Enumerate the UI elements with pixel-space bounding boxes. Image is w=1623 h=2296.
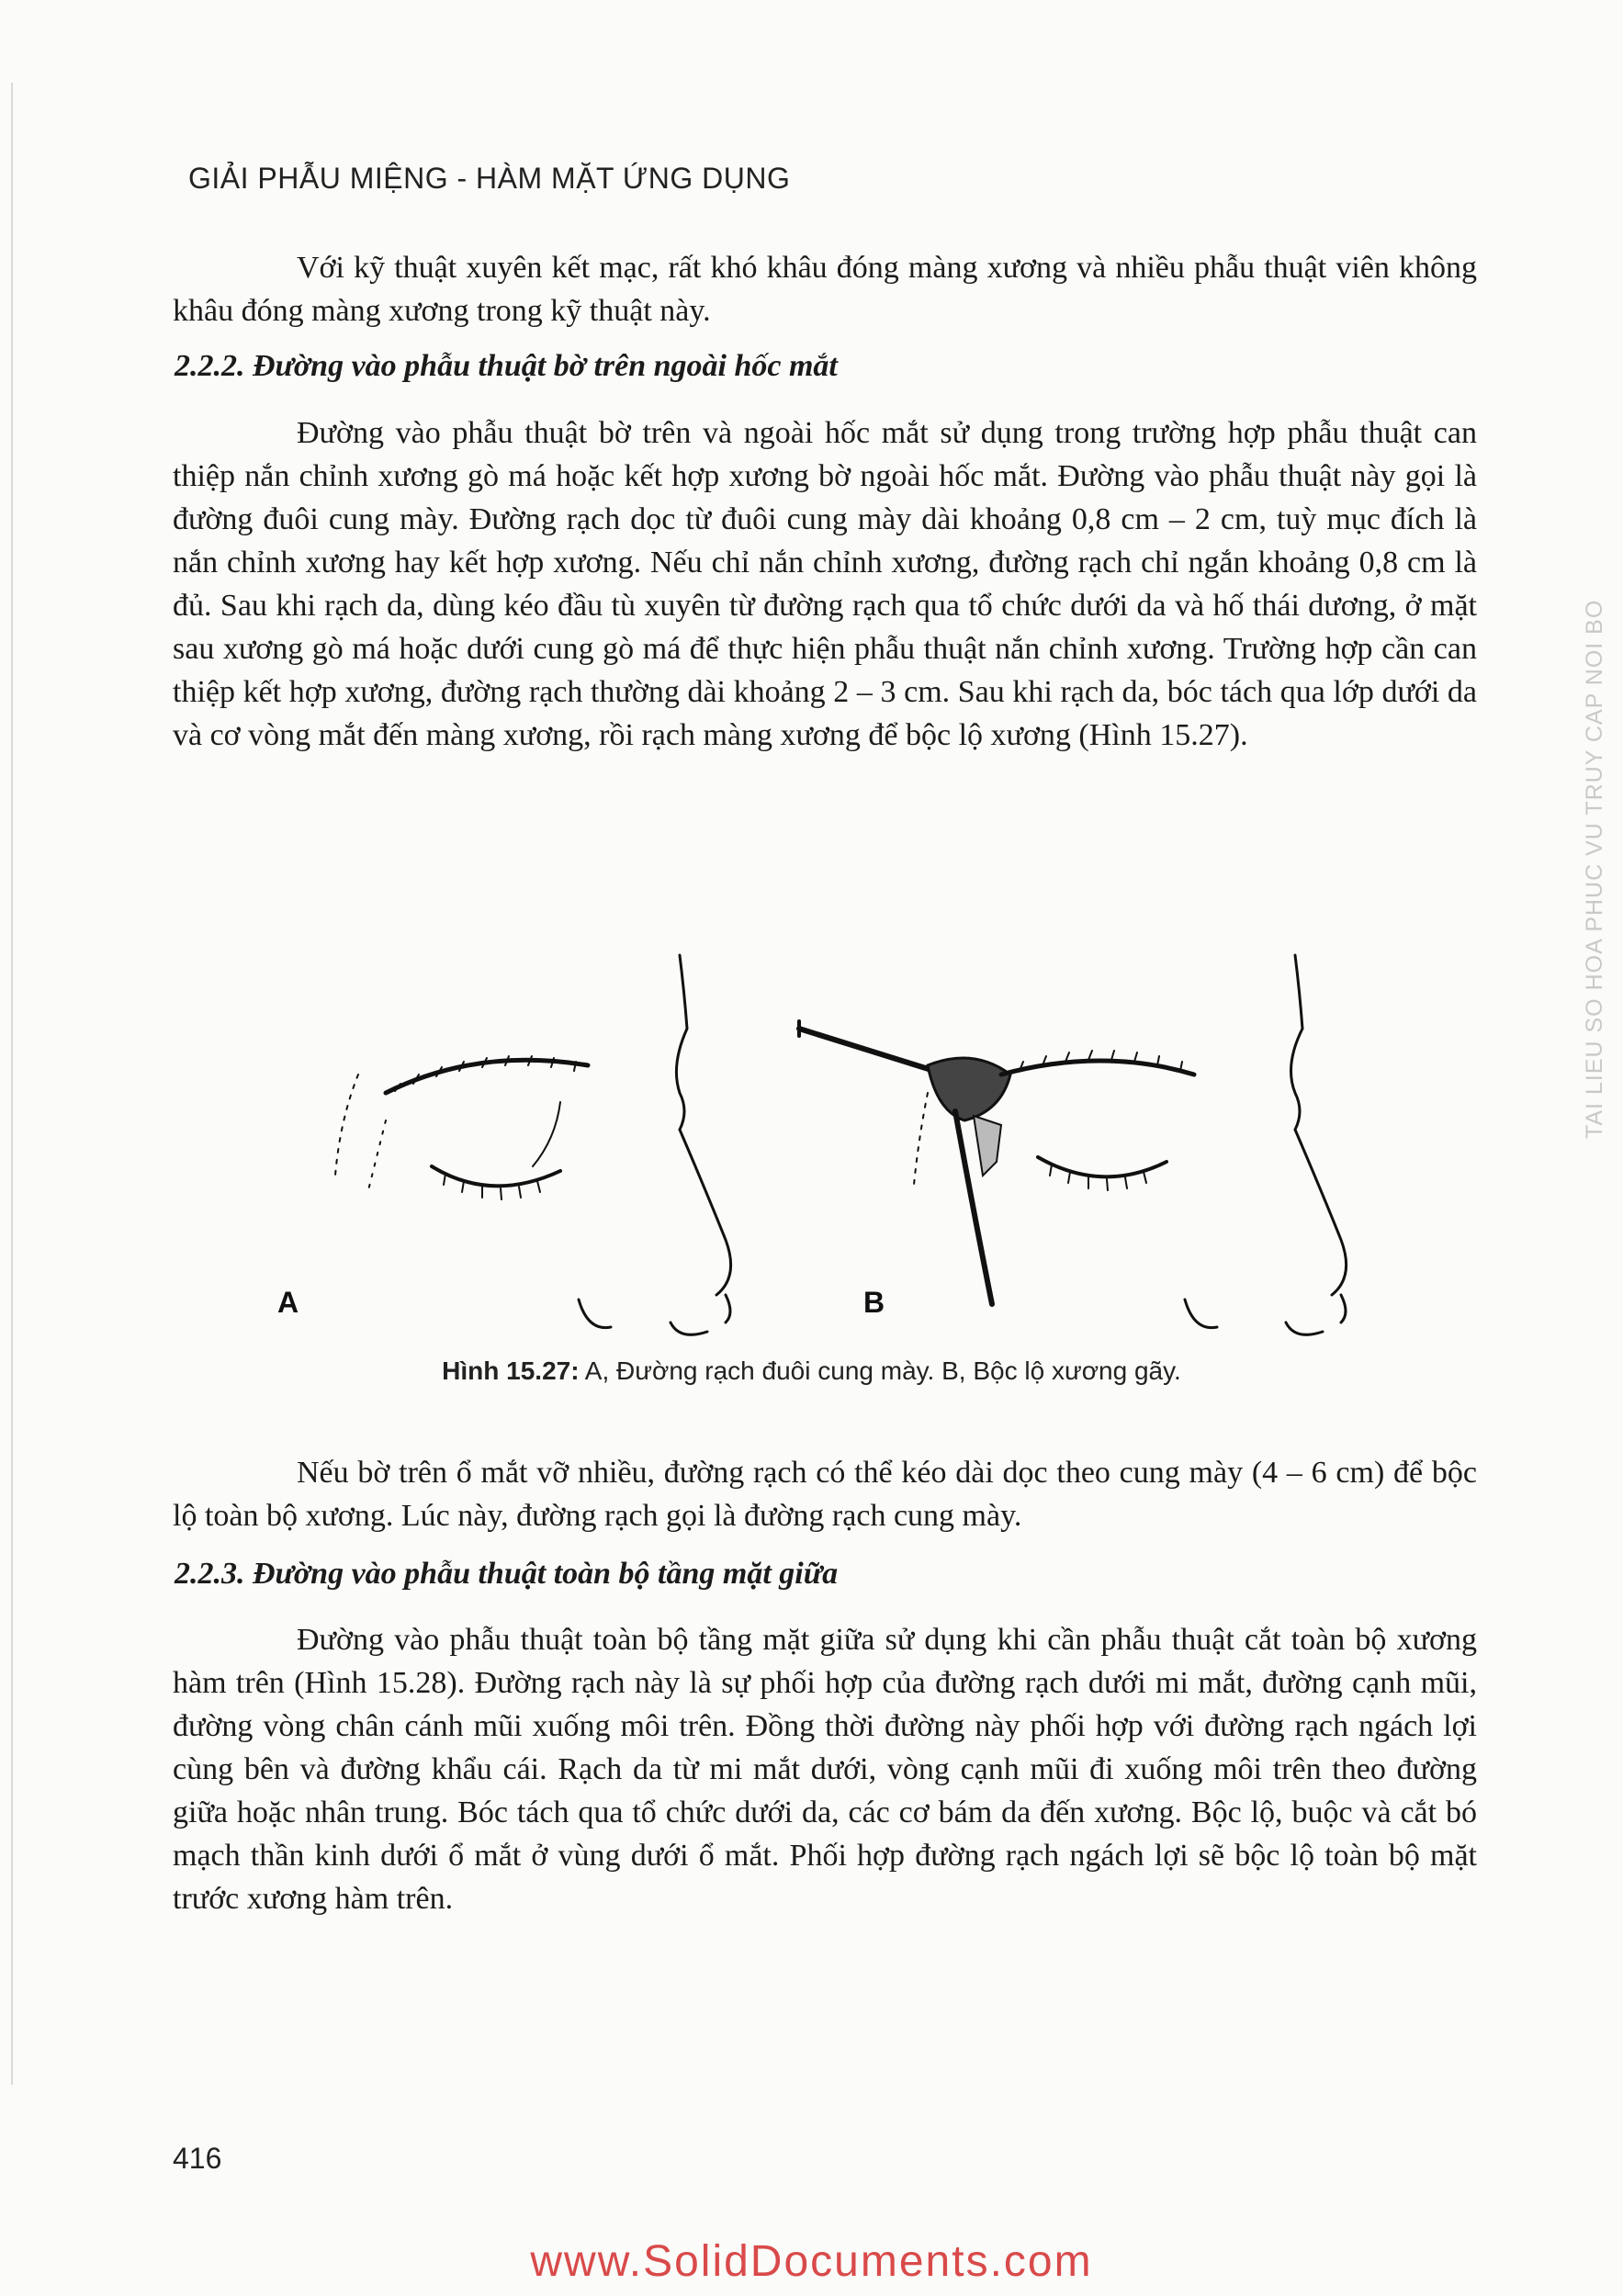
paragraph-text: Đường vào phẫu thuật bờ trên và ngoài hốc mắt sử dụng trong trường hợp phẫu thuật can thiệp nắn chỉnh xương gò má hoặc kết hợp xương bờ ngoài hốc mắt. Đường vào phẫu thuật này gọi là đường đuôi cung mày. Đường rạch dọc từ đuôi cung mày dài khoảng 0,8 cm – 2 cm, tuỳ mục đích là nắn chỉnh xương hay kết hợp xương. Nếu chỉ nắn chỉnh xương, đường rạch chỉ ngắn khoảng 0,8 cm là đủ. Sau khi rạch da, dùng kéo đầu tù xuyên từ đường rạch qua tổ chức dưới da và hố thái dương, ở mặt sau xương gò má hoặc dưới cung gò má để thực hiện phẫu thuật nắn chỉnh xương. Trường hợp cần can thiệp kết hợp xương, đường rạch thường dài khoảng 2 – 3 cm. Sau khi rạch da, bóc tách qua lớp dưới da và cơ vòng mắt đến màng xương, rồi rạch màng xương để bộc lộ xương (Hình 15.27). [173,416,1477,752]
nose-profile-b [1291,955,1303,1130]
eyebrow-a [386,1060,588,1093]
figure-label-a: A [277,1286,299,1319]
caption-text: A, Đường rạch đuôi cung mày. B, Bộc lộ xương gãy. [579,1356,1181,1385]
temple-outline-a [335,1075,358,1176]
paragraph-text: Đường vào phẫu thuật toàn bộ tầng mặt giữa sử dụng khi cần phẫu thuật cắt toàn bộ xương hàm trên (Hình 15.28). Đường rạch này là sự phối hợp của đường rạch dưới mi mắt, đường cạnh mũi, đường vòng chân cánh mũi xuống môi trên. Đồng thời đường này phối hợp với đường rạch ngách lợi cùng bên và đường khẩu cái. Rạch da từ mi mắt dưới, vòng cạnh mũi đi xuống môi trên theo đường giữa hoặc nhân trung. Bóc tách qua tổ chức dưới da, các cơ bám da đến xương. Bộc lộ, buộc và cắt bó mạch thần kinh dưới ổ mắt ở vùng dưới ổ mắt. Phối hợp đường rạch ngách lợi sẽ bộc lộ toàn bộ mặt trước xương hàm trên. [173,1623,1477,1916]
paragraph-text: Nếu bờ trên ổ mắt vỡ nhiều, đường rạch có thể kéo dài dọc theo cung mày (4 – 6 cm) để bộc lộ toàn bộ xương. Lúc này, đường rạch gọi là đường rạch cung mày. [173,1456,1477,1533]
page-edge-line [11,83,13,2085]
page-number: 416 [173,2142,222,2175]
figure-label-b: B [863,1286,885,1319]
retractor-blade [974,1116,1001,1176]
closed-eye-b [1038,1157,1167,1176]
side-watermark: TAI LIEU SO HOA PHUC VU TRUY CAP NOI BO [1582,599,1607,1139]
figure-number: Hình 15.27: [442,1356,580,1385]
retractor-handle [799,1029,946,1075]
exposed-bone [928,1058,1010,1120]
section-heading-2-2-3: 2.2.3. Đường vào phẫu thuật toàn bộ tầng mặt giữa [175,1557,839,1591]
figure-illustration [248,937,1460,1350]
running-header: GIẢI PHẪU MIỆNG - HÀM MẶT ỨNG DỤNG [188,162,791,195]
nose-profile-a [676,955,687,1130]
paragraph-continuation [173,1451,1477,1537]
figure-15-27 [248,937,1460,1350]
eyebrow-b [1001,1061,1194,1075]
figure-caption [0,1356,1623,1386]
paragraph-intro [173,246,1477,332]
section-heading-2-2-2: 2.2.2. Đường vào phẫu thuật bờ trên ngoài hốc mắt [175,349,838,383]
closed-eye-a [432,1166,560,1186]
paragraph-2-2-2 [173,411,1477,757]
footer-watermark: www.SolidDocuments.com [530,2237,1093,2286]
paragraph-2-2-3 [173,1618,1477,1920]
paragraph-text: Với kỹ thuật xuyên kết mạc, rất khó khâu đóng màng xương và nhiều phẫu thuật viên không khâu đóng màng xương trong kỹ thuật này. [173,251,1477,328]
